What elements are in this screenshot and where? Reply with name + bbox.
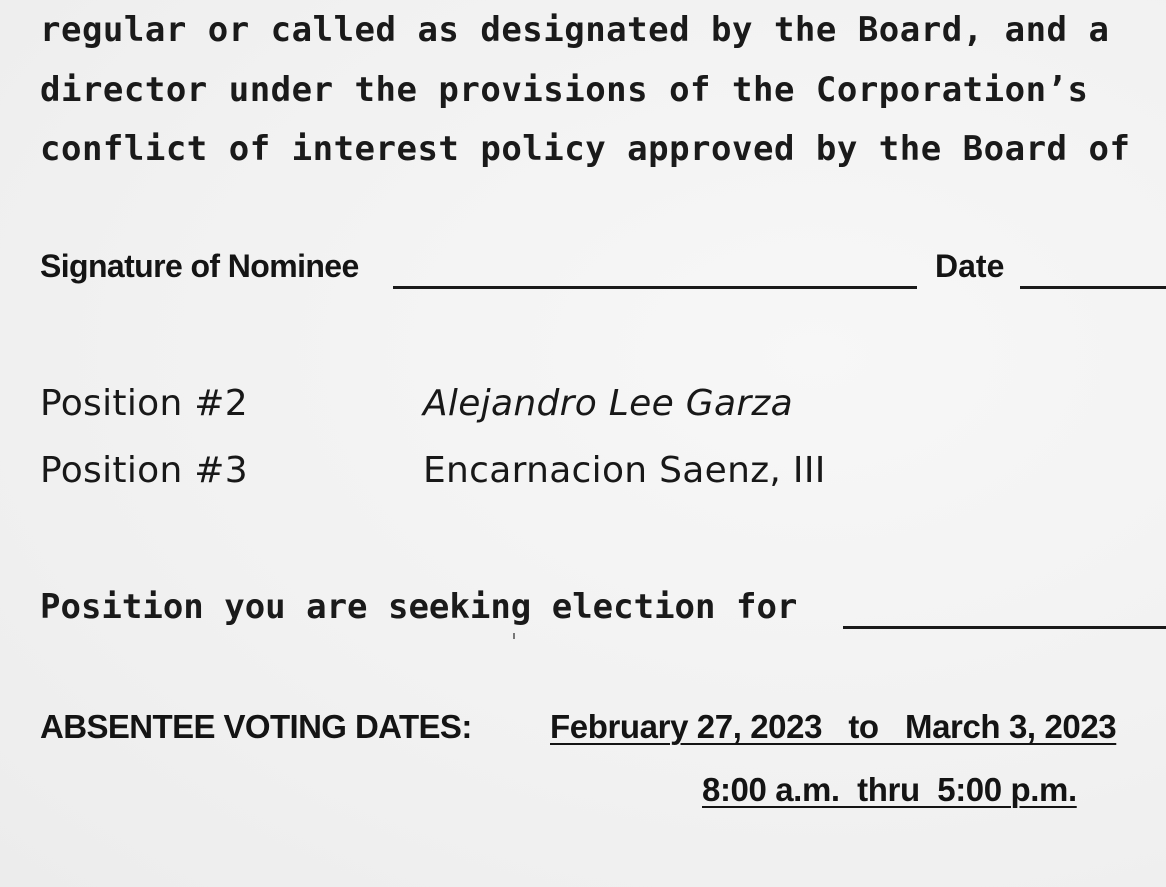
absentee-voting-hours: 8:00 a.m. thru 5:00 p.m. — [702, 771, 1077, 808]
intro-line-3: conflict of interest policy approved by the Board of — [40, 129, 1131, 169]
date-blank-line — [1020, 286, 1166, 289]
seeking-position-label: Position you are seeking election for — [40, 587, 798, 627]
intro-line-2: director under the provisions of the Corporation’s — [40, 70, 1089, 110]
position-3-name: Encarnacion Saenz, III — [423, 450, 826, 491]
position-3-label: Position #3 — [40, 450, 248, 491]
absentee-voting-label: ABSENTEE VOTING DATES: — [40, 708, 472, 745]
signature-label: Signature of Nominee — [40, 248, 359, 284]
position-2-label: Position #2 — [40, 383, 248, 424]
scan-speck — [513, 633, 515, 639]
seeking-position-blank-line — [843, 626, 1166, 629]
position-2-name: Alejandro Lee Garza — [423, 383, 793, 424]
signature-blank-line — [393, 286, 917, 289]
date-label: Date — [935, 248, 1005, 284]
absentee-voting-dates: February 27, 2023 to March 3, 2023 — [550, 708, 1117, 745]
intro-line-1: regular or called as designated by the Board, and a — [40, 10, 1110, 50]
